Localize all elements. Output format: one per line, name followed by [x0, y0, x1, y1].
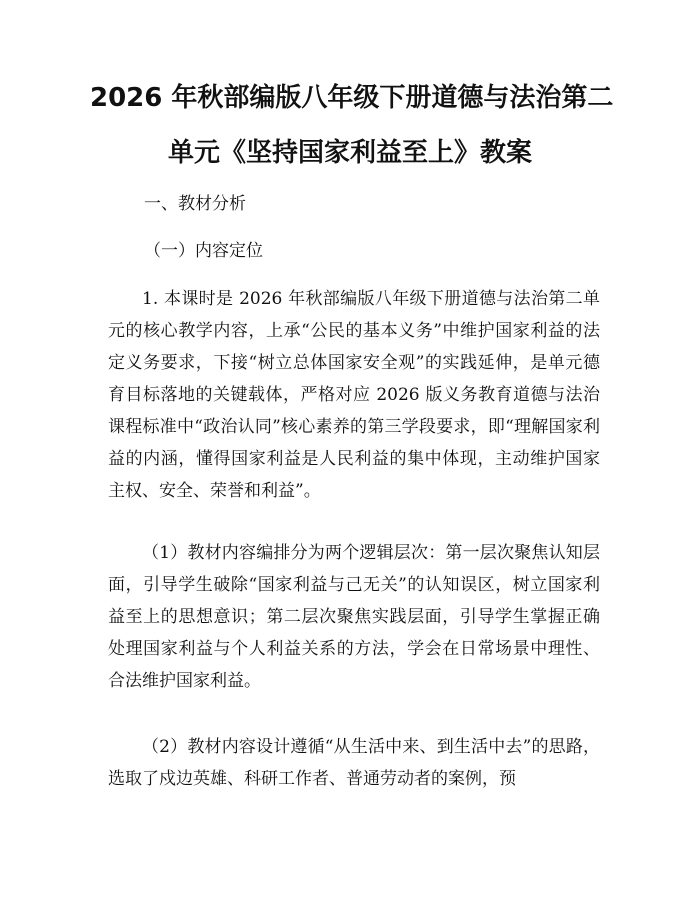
document-title-line-2: 单元《坚持国家利益至上》教案	[167, 138, 532, 168]
subsection-heading-content-positioning: （一）内容定位	[144, 241, 263, 261]
paragraph-1: 1. 本课时是 2026 年秋部编版八年级下册道德与法治第二单元的核心教学内容，上承“公民的基本义务”中维护国家利益的法定义务要求，下接“树立总体国家安全观”的实践延伸，是单元德育目标落地的关键载体，严格对应 2026 版义务教育道德与法治课程标准中“政治认同”核心素养的第三学段要求，即“理解国家利益的内涵，懂得国家利益是人民利益的集中体现，主动维护国家主权、安全、荣誉和利益”。	[108, 289, 600, 501]
paragraph-2: （1）教材内容编排分为两个逻辑层次：第一层次聚焦认知层面，引导学生破除“国家利益与己无关”的认知误区，树立国家利益至上的思想意识；第二层次聚焦实践层面，引导学生掌握正确处理国家利益与个人利益关系的方法，学会在日常场景中理性、合法维护国家利益。	[108, 543, 600, 691]
paragraph-3: （2）教材内容设计遵循“从生活中来、到生活中去”的思路，选取了戍边英雄、科研工作者、普通劳动者的案例，预	[108, 737, 600, 789]
section-heading-textbook-analysis: 一、教材分析	[144, 194, 246, 214]
document-title-line-1: 2026 年秋部编版八年级下册道德与法治第二	[90, 83, 614, 113]
